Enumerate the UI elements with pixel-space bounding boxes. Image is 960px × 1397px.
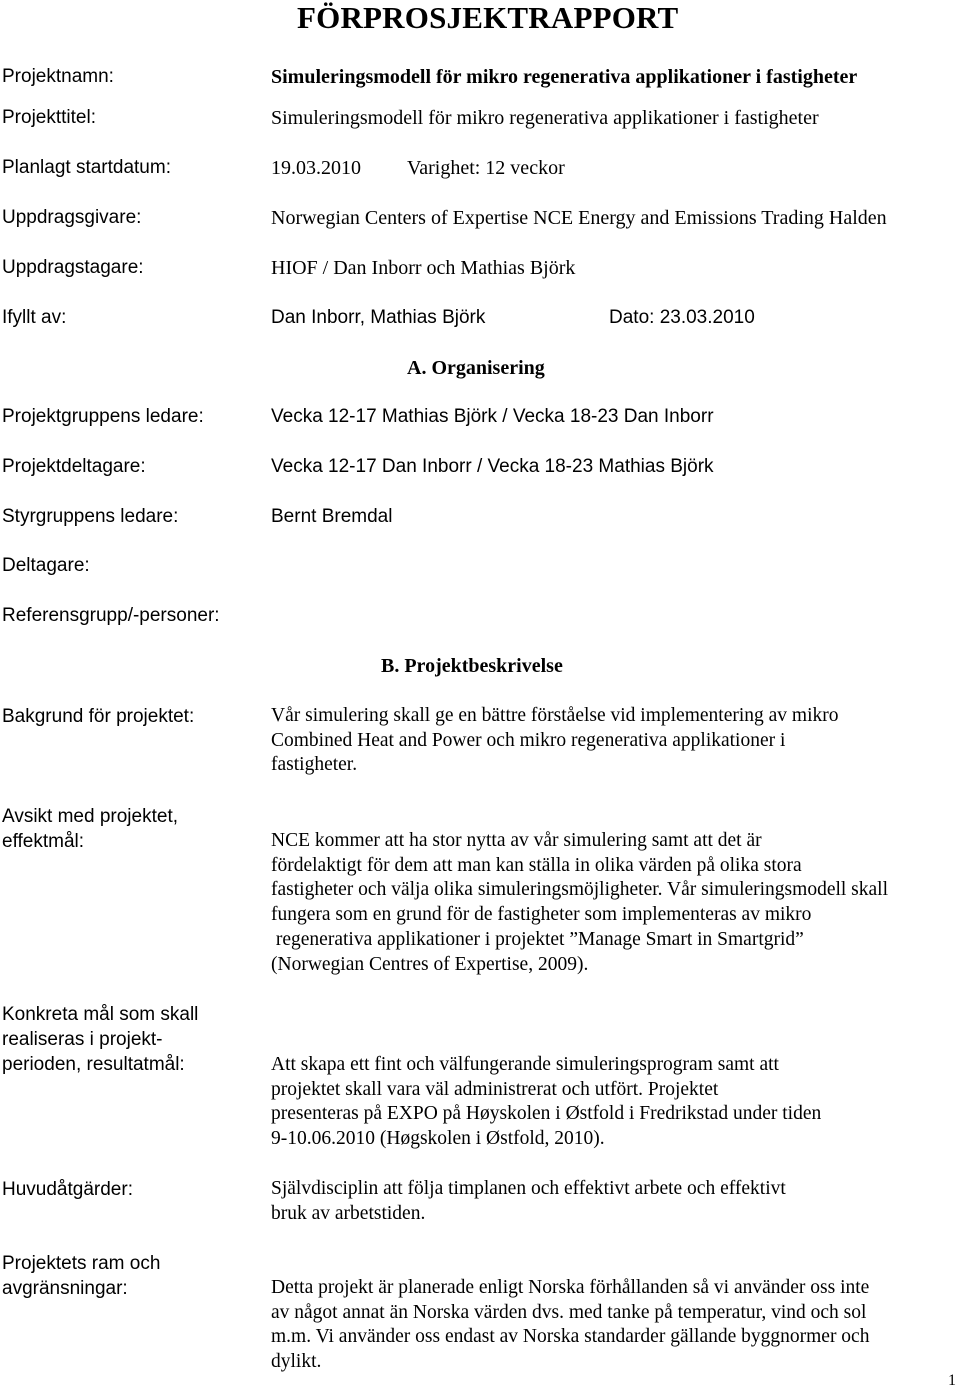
label-line: effektmål: [2,831,85,852]
startdatum-value: 19.03.2010 [271,157,361,179]
label-line: avgränsningar: [2,1278,128,1299]
paragraph-line: NCE kommer att ha stor nytta av vår simulering samt att det är [271,830,762,851]
label-line: Bakgrund för projektet: [2,706,195,727]
ledare-label: Projektgruppens ledare: [2,406,204,427]
projekttitel-value: Simuleringsmodell för mikro regenerativa applikationer i fastigheter [271,107,819,129]
uppdragstagare-label: Uppdragstagare: [2,257,144,278]
ledare-value: Vecka 12-17 Mathias Björk / Vecka 18-23 Dan Inborr [271,406,714,427]
uppdragstagare-value: HIOF / Dan Inborr och Mathias Björk [271,257,576,279]
projektdeltagare-value: Vecka 12-17 Dan Inborr / Vecka 18-23 Mathias Björk [271,456,714,477]
organisering-heading: A. Organisering [407,357,545,379]
paragraph-line: fastigheter. [271,754,358,776]
ram-text [271,1276,869,1375]
label-line: realiseras i projekt- [2,1029,163,1050]
dato-text: Dato: 23.03.2010 [609,307,755,328]
ifyllt-value: Dan Inborr, Mathias Björk [271,307,486,328]
paragraph-line: av något annat än Norska värden dvs. med tanke på temperatur, vind och sol [271,1301,867,1323]
paragraph-line: (Norwegian Centres of Expertise, 2009). [271,953,589,975]
varighet-text: Varighet: 12 veckor [407,157,565,179]
deltagare-label: Deltagare: [2,555,90,576]
paragraph-line: 9-10.06.2010 (Høgskolen i Østfold, 2010). [271,1128,605,1150]
paragraph-line: projektet skall vara väl administrerat och utfört. Projektet [271,1078,719,1100]
paragraph-line: bruk av arbetstiden. [271,1202,426,1224]
paragraph-line: fungera som en grund för de fastigheter som implementeras av mikro [271,904,812,926]
styrgrupp-label: Styrgruppens ledare: [2,506,179,527]
projektbeskrivelse-heading: B. Projektbeskrivelse [381,655,563,677]
konkreta-text [271,1053,821,1152]
label-line: perioden, resultatmål: [2,1054,185,1075]
paragraph-line: Detta projekt är planerade enligt Norska förhållanden så vi använder oss inte [271,1277,870,1298]
label-line: Konkreta mål som skall [2,1004,199,1025]
referensgrupp-label: Referensgrupp/-personer: [2,605,220,626]
paragraph-line: Combined Heat and Power och mikro regenerativa applikationer i [271,729,786,751]
avsikt-label [2,804,178,854]
label-line: Avsikt med projektet, [2,806,179,827]
paragraph-line: regenerativa applikationer i projektet ”Manage Smart in Smartgrid” [271,928,804,950]
paragraph-line: fördelaktigt för dem att man kan ställa in olika värden på olika stora [271,854,802,876]
paragraph-line: fastigheter och välja olika simuleringsmöjligheter. Vår simuleringsmodell skall [271,879,889,901]
paragraph-line: Att skapa ett fint och välfungerande simuleringsprogram samt att [271,1054,779,1075]
projektnamn-label: Projektnamn: [2,66,114,87]
paragraph-line: dylikt. [271,1351,322,1373]
bakgrund-label [2,704,194,729]
paragraph-line: Självdisciplin att följa timplanen och effektivt arbete och effektivt [271,1178,786,1199]
projektnamn-value: Simuleringsmodell för mikro regenerativa applikationer i fastigheter [271,66,858,88]
huvudatgarder-label [2,1177,133,1202]
label-line: Projektets ram och [2,1253,161,1274]
uppdragsgivare-value: Norwegian Centers of Expertise NCE Energy and Emissions Trading Halden [271,207,887,229]
label-line: Huvudåtgärder: [2,1179,133,1200]
huvudatgarder-text [271,1177,786,1226]
bakgrund-text [271,704,839,778]
konkreta-label [2,1002,198,1077]
uppdragsgivare-label: Uppdragsgivare: [2,207,142,228]
paragraph-line: Vår simulering skall ge en bättre förståelse vid implementering av mikro [271,705,839,726]
page-number: 1 [948,1372,956,1389]
ifyllt-label: Ifyllt av: [2,307,67,328]
paragraph-line: presenteras på EXPO på Høyskolen i Østfold i Fredrikstad under tiden [271,1103,822,1125]
paragraph-line: m.m. Vi använder oss endast av Norska standarder gällande byggnormer och [271,1326,870,1348]
document-title: FÖRPROSJEKTRAPPORT [297,0,679,35]
avsikt-text [271,829,888,977]
projekttitel-label: Projekttitel: [2,107,96,128]
projektdeltagare-label: Projektdeltagare: [2,456,146,477]
ram-label [2,1251,160,1301]
startdatum-label: Planlagt startdatum: [2,157,171,178]
styrgrupp-value: Bernt Bremdal [271,506,393,527]
